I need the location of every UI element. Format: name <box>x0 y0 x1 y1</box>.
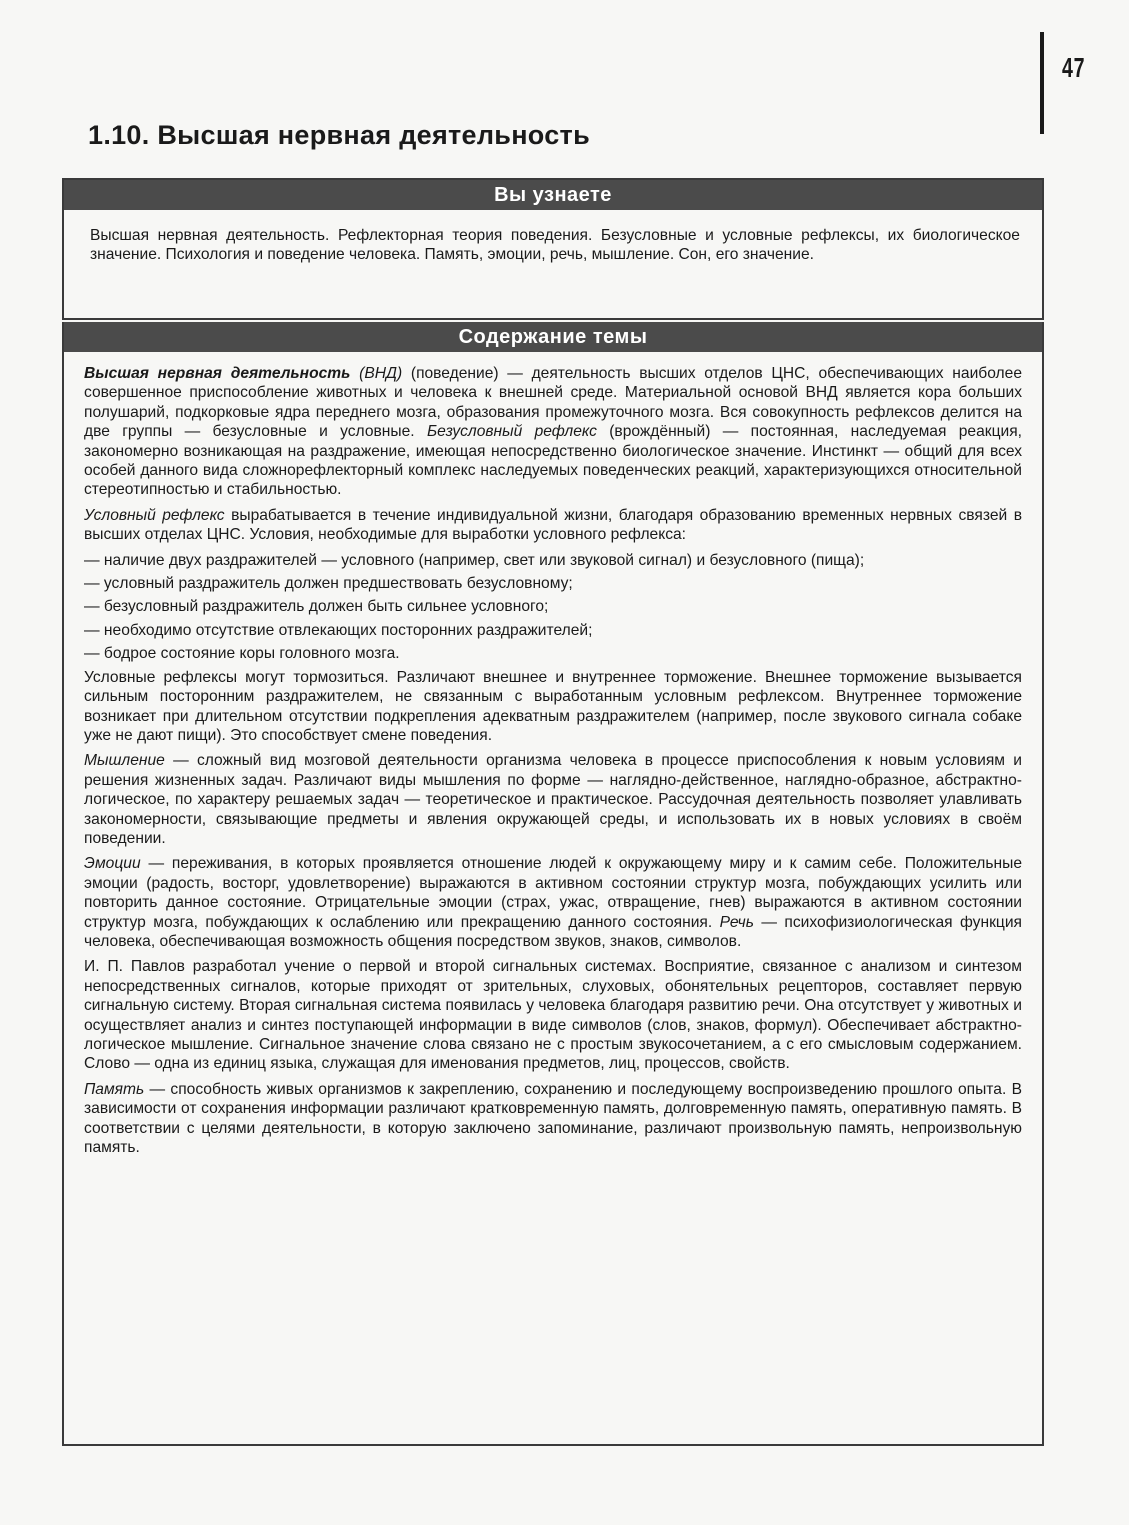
term-vnd: Высшая нервная деятельность <box>84 365 351 382</box>
content-body <box>64 352 1042 1157</box>
paragraph-text: (врождённый) — постоянная, наследуемая реакция, закономерно возникающая на раздражение, имеющая непосредственно биологическое значение. Инстинкт — общий для всех особей данного вида сложнорефлекторный комплекс наследуемых поведенческих реакций, характеризующихся относительной стереотипностью и стабильностью. <box>84 423 1022 499</box>
term-thinking: Мышление <box>84 752 165 770</box>
condition-item: — наличие двух раздражителей — условного (например, свет или звуковой сигнал) и безусловного (пища); <box>84 551 865 569</box>
paragraph-text: — сложный вид мозговой деятельности организма человека в процессе приспособления к новым условиям и решения жизненных задач. Различают виды мышления по форме — наглядно-действенное, наглядно-образное, абстрактно-логическое, по характеру решаемых задач — теоретическое и практическое. Рассудочная деятельность позволяет улавливать закономерности, связывающие предметы и явления окружающей среды, и использовать их в новых условиях в своём поведении. <box>84 752 1022 847</box>
content-box <box>62 322 1044 1446</box>
paragraph-text: вырабатывается в течение индивидуальной жизни, благодаря образованию временных нервных связей в высших отделах ЦНС. Условия, необходимые для выработки условного рефлекса: <box>84 506 1022 544</box>
paragraph-text: — переживания, в которых проявляется отношение людей к окружающему миру и к самим себе. Положительные эмоции (радость, восторг, удовлетворение) выражаются в активном состоянии структур мозга, побуждающих усилить или повторить данное состояние. Отрицательные эмоции (страх, ужас, отвращение, гнев) выражаются в активном состоянии структур мозга, побуждающих к ослаблению или прекращению данного состояния. <box>84 855 1022 931</box>
paragraph-conditioned-reflex <box>84 506 1022 545</box>
condition-item: — необходимо отсутствие отвлекающих посторонних раздражителей; <box>84 621 593 639</box>
paragraph-vnd <box>84 364 1022 500</box>
paragraph-thinking <box>84 751 1022 848</box>
term-unconditioned-reflex: Безусловный рефлекс <box>426 423 597 441</box>
condition-item: — условный раздражитель должен предшествовать безусловному; <box>84 575 573 593</box>
learn-box-header: Вы узнаете <box>64 180 1042 210</box>
page-title: 1.10. Высшая нервная деятельность <box>88 120 590 150</box>
page-number: 47 <box>1062 52 1086 83</box>
paragraph-memory <box>84 1080 1022 1158</box>
paragraph-inhibition: Условные рефлексы могут тормозиться. Различают внешнее и внутреннее торможение. Внешнее торможение вызывается сильным посторонним раздражителем, не связанным с выработанным условным рефлексом. Внутреннее торможение возникает при длительном отсутствии подкрепления адекватным раздражителем (например, после звукового сигнала собаке уже не дают пищи). Это способствует смене поведения. <box>84 668 1022 744</box>
term-conditioned-reflex: Условный рефлекс <box>84 506 225 524</box>
page-edge-bar <box>1040 32 1044 134</box>
condition-item: — бодрое состояние коры головного мозга. <box>84 645 400 663</box>
term-vnd-abbr: (ВНД) <box>359 365 403 382</box>
term-speech: Речь <box>719 913 754 931</box>
term-emotions: Эмоции <box>84 855 141 873</box>
paragraph-text: (поведение) — деятельность высших отделов ЦНС, обеспечивающих наиболее совершенное приспособление животных и человека к внешней среде. Материальной основой ВНД является кора больших полушарий, подкорковые ядра переднего мозга, образования промежуточного мозга. Вся совокупность рефлексов делится на две группы — безусловные и условные. <box>84 365 1022 441</box>
learn-box <box>62 178 1044 320</box>
paragraph-signal-systems: И. П. Павлов разработал учение о первой и второй сигнальных системах. Восприятие, связанное с анализом и синтезом непосредственных сигналов, которые приходят от зрительных, слуховых, обонятельных рецепторов, составляет первую сигнальную систему. Вторая сигнальная система появилась у человека благодаря развитию речи. Она отсутствует у животных и осуществляет анализ и синтез поступающей информации в виде символов (слов, знаков, формул). Обеспечивает абстрактно-логическое мышление. Сигнальное значение слова связано не с простым звукосочетанием, а с его смысловым содержанием. Слово — одна из единиц языка, служащая для именования предметов, лиц, процессов, свойств. <box>84 958 1022 1073</box>
condition-item: — безусловный раздражитель должен быть сильнее условного; <box>84 598 549 616</box>
content-box-header: Содержание темы <box>64 322 1042 352</box>
term-memory: Память <box>84 1080 145 1098</box>
paragraph-text: — психофизиологическая функция человека, обеспечивающая возможность общения посредством звуков, знаков, символов. <box>84 913 1022 950</box>
paragraph-text: — способность живых организмов к закреплению, сохранению и последующему воспроизведению прошлого опыта. В зависимости от сохранения информации различают кратковременную память, долговременную память, оперативную память. В соответствии с целями деятельности, в которую заключено запоминание, различают произвольную память, непроизвольную память. <box>84 1080 1022 1157</box>
paragraph-emotions <box>84 854 1022 951</box>
learn-box-text: Высшая нервная деятельность. Рефлекторная теория поведения. Безусловные и условные рефлексы, их биологическое значение. Психология и поведение человека. Память, эмоции, речь, мышление. Сон, его значение. <box>90 227 1020 263</box>
